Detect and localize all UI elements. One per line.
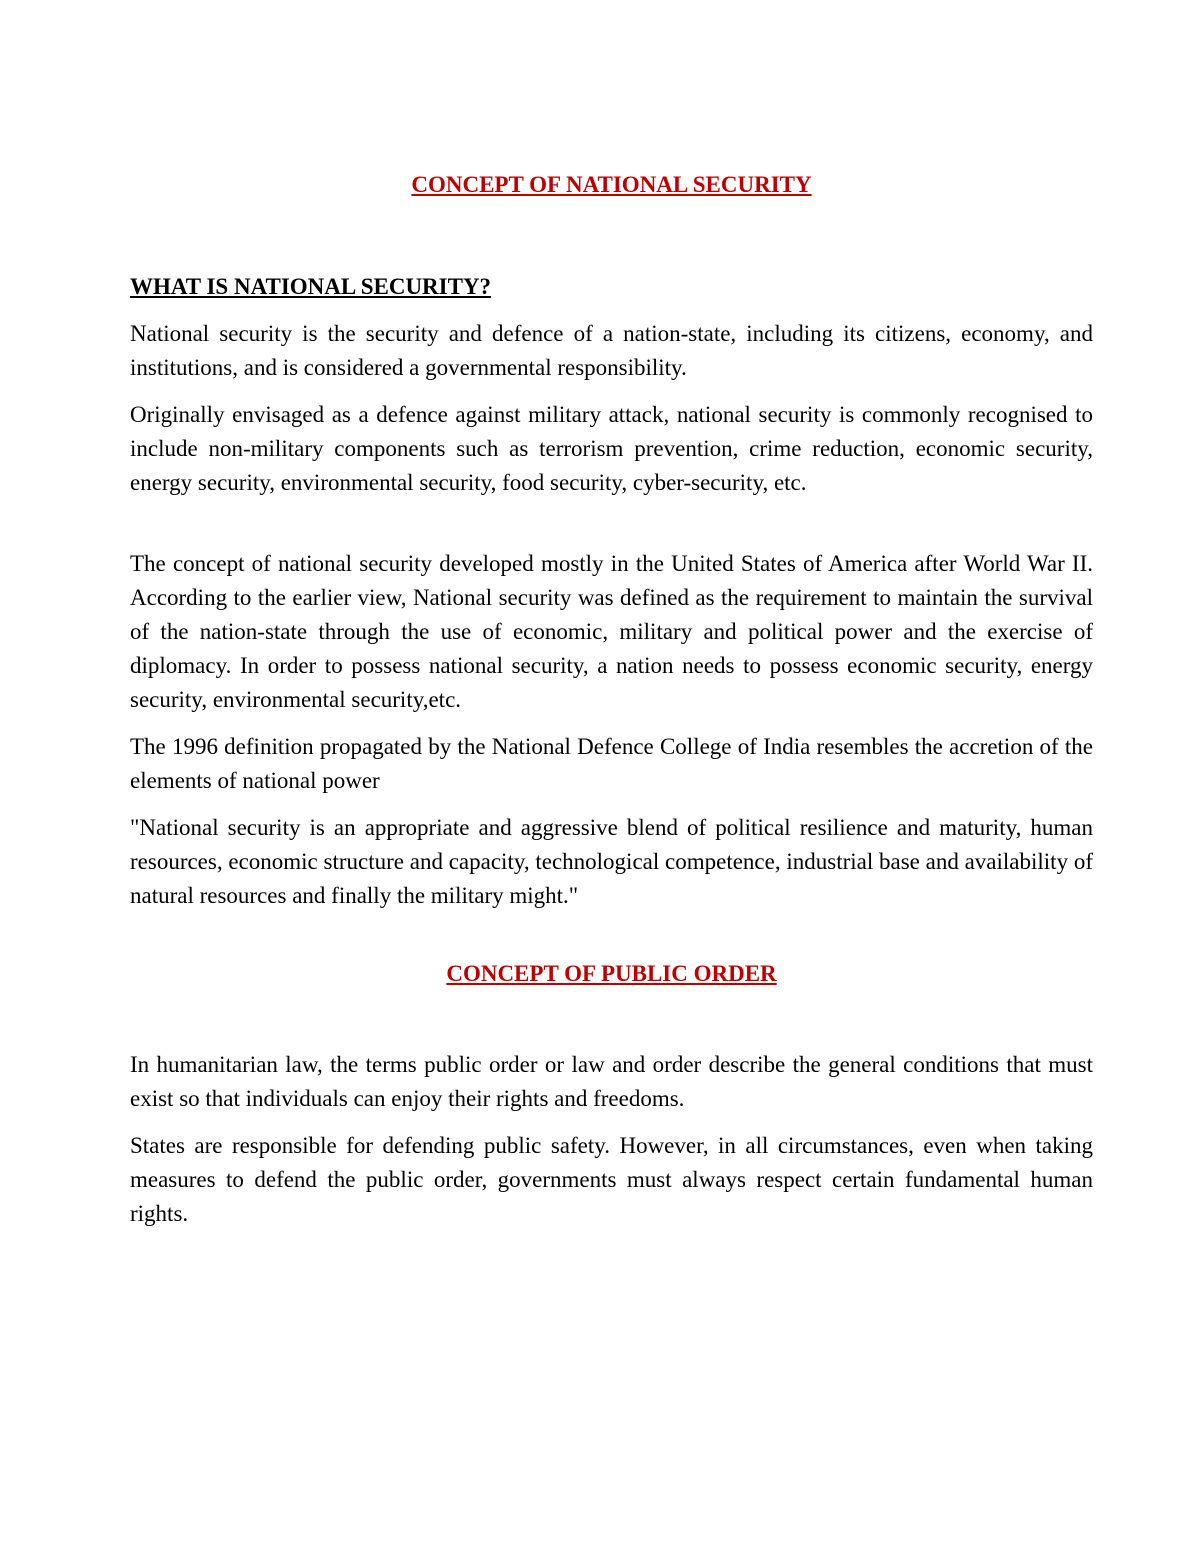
document-content [130, 168, 1093, 1231]
section-title-public-order: CONCEPT OF PUBLIC ORDER [446, 961, 777, 986]
subheading-what-is-national-security: WHAT IS NATIONAL SECURITY? [130, 274, 492, 299]
paragraph-humanitarian-law: In humanitarian law, the terms public order or law and order describe the general conditions that must exist so that individuals can enjoy their rights and freedoms. [130, 1052, 1093, 1111]
paragraph-history: The concept of national security developed mostly in the United States of America after World War II. According to the earlier view, National security was defined as the requirement to maintain the survival of the nation-state through the use of economic, military and political power and the exercise of diplomacy. In order to possess national security, a nation needs to possess economic security, energy security, environmental security,etc. [130, 551, 1093, 712]
section-title-national-security: CONCEPT OF NATIONAL SECURITY [411, 172, 812, 197]
paragraph-quote: "National security is an appropriate and aggressive blend of political resilience and maturity, human resources, economic structure and capacity, technological competence, industrial base and availability of natural resources and finally the military might." [130, 815, 1093, 908]
paragraph-ndc-definition: The 1996 definition propagated by the National Defence College of India resembles the accretion of the elements of national power [130, 734, 1093, 793]
paragraph-definition: National security is the security and defence of a nation-state, including its citizens, economy, and institutions, and is considered a governmental responsibility. [130, 321, 1093, 380]
paragraph-public-safety: States are responsible for defending public safety. However, in all circumstances, even when taking measures to defend the public order, governments must always respect certain fundamental human rights. [130, 1133, 1093, 1226]
paragraph-non-military-components: Originally envisaged as a defence against military attack, national security is commonly recognised to include non-military components such as terrorism prevention, crime reduction, economic security, energy security, environmental security, food security, cyber-security, etc. [130, 402, 1093, 495]
